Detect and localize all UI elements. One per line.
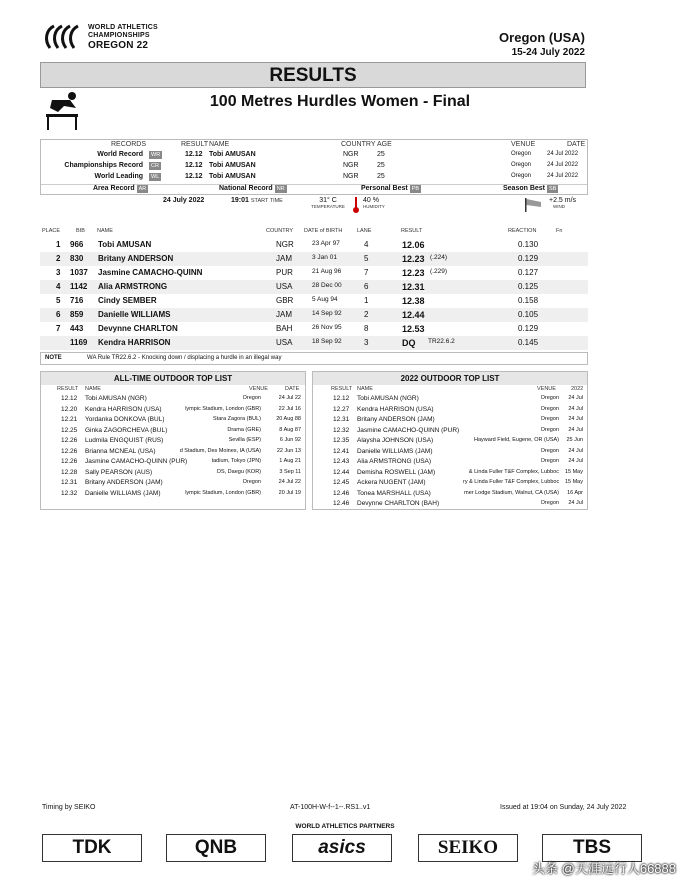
venue-dates: 15-24 July 2022 <box>511 47 585 58</box>
result-name: Cindy SEMBER <box>98 296 157 305</box>
record-label: World Record <box>97 151 143 158</box>
result-reaction: 0.105 <box>518 310 539 319</box>
toplist-name: Britany ANDERSON (JAM) <box>85 479 163 486</box>
toplist-row <box>41 416 305 425</box>
toplist-name: Sally PEARSON (AUS) <box>85 468 153 476</box>
result-name: Jasmine CAMACHO-QUINN <box>98 268 203 277</box>
toplist-date: 24 Jul <box>568 426 583 433</box>
toplist-row <box>41 437 305 446</box>
col-result: RESULT <box>401 228 423 234</box>
result-extra: (.224) <box>430 254 447 261</box>
wind: +2.5 m/s WIND <box>549 197 577 209</box>
toplist-venue: Oregon <box>540 447 559 454</box>
toplist-date: 15 May <box>564 479 583 485</box>
result-lane: 7 <box>364 268 369 277</box>
toplist-date: 1 Aug 21 <box>279 458 301 464</box>
result-row <box>40 336 588 350</box>
championship-logo <box>40 22 170 56</box>
toplist-name: Ludmila ENGQUIST (RUS) <box>85 437 164 444</box>
logo-line-2: CHAMPIONSHIPS <box>88 32 150 39</box>
toplist-name: Tobi AMUSAN (NGR) <box>85 395 147 402</box>
toplist-date: 20 Jul 19 <box>278 489 301 496</box>
note-text: WA Rule TR22.6.2 - Knocking down / displacing a hurdle in an illegal way <box>87 355 282 361</box>
record-country: NGR <box>343 151 359 158</box>
toplist-date: 24 Jul <box>568 458 583 464</box>
result-name: Devynne CHARLTON <box>98 324 178 333</box>
record-row <box>41 162 587 172</box>
toplist-date: 24 Jul <box>568 447 583 454</box>
result-place: 6 <box>56 310 61 319</box>
toplist-result: 12.46 <box>333 500 350 507</box>
toplist-result: 12.32 <box>333 426 350 434</box>
toplist-venue: Stara Zagora (BUL) <box>213 416 261 422</box>
toplist-row <box>41 469 305 478</box>
toplist-row <box>313 490 587 499</box>
toplist-venue: lympic Stadium, London (GBR) <box>185 405 261 412</box>
toplist-row <box>313 437 587 446</box>
toplist-venue: tadium, Tokyo (JPN) <box>211 458 261 464</box>
toplist-result: 12.26 <box>61 458 78 465</box>
result-mark: DQ <box>402 338 416 348</box>
record-result: 12.12 <box>185 173 203 180</box>
temperature: 31° C TEMPERATURE <box>311 197 345 209</box>
result-extra: TR22.6.2 <box>428 338 455 345</box>
race-date: 24 July 2022 <box>163 197 205 204</box>
thermometer-icon <box>352 196 360 219</box>
toplist-name: Jasmine CAMACHO-QUINN (PUR) <box>357 426 460 434</box>
issued-text: Issued at 19:04 on Sunday, 24 July 2022 <box>500 804 627 811</box>
record-name: Tobi AMUSAN <box>209 151 256 158</box>
toplist-venue: Oregon <box>540 500 559 506</box>
legend-season-best: Season Best SB <box>503 185 557 192</box>
wind-flag-icon <box>524 198 542 217</box>
record-age: 25 <box>377 151 385 158</box>
col-name: NAME <box>97 228 113 234</box>
result-bib: 1169 <box>70 338 88 347</box>
col-dob: DATE of BIRTH <box>304 228 343 234</box>
record-country: NGR <box>343 173 359 180</box>
toplist-venue: Oregon <box>540 395 559 401</box>
season-toplist: 2022 OUTDOOR TOP LIST RESULT NAME VENUE 2022 12.12 Tobi AMUSAN (NGR) Oregon 24 Jul 12.27 Kendra HARRISON (USA) Oregon 24 Jul 12.31 Britany ANDERSON (JAM) Oregon 24 Jul 12.32 Jasmine CAMACHO-QUINN (PUR) Oregon 24 Jul 12.35 Alaysha JOHNSON (USA) Hayward Field, Eugene, OR (USA) 25 Jun 12.41 Danielle WILLIAMS (JAM) Oregon 24 Jul 12.43 Alia ARMSTRONG (USA) Oregon 24 Jul 12.44 Demisha ROSWELL (JAM) & Linda Fuller T&F Complex, Lubboc 15 May 12.45 Ackera NUGENT (JAM) ry & Linda Fuller T&F Complex, Lubboc 15 May 12.46 Tonea MARSHALL (USA) mer Lodge Stadium, Walnut, CA (USA) 16 Apr 12.46 Devynne CHARLTON (BAH) Oregon 24 Jul <box>312 371 588 510</box>
toplist-row <box>313 500 587 509</box>
event-title: 100 Metres Hurdles Women - Final <box>209 93 471 110</box>
toplist-venue: mer Lodge Stadium, Walnut, CA (USA) <box>464 489 559 496</box>
result-dob: 18 Sep 92 <box>312 338 342 345</box>
sponsor-asics: asics <box>292 834 392 862</box>
result-reaction: 0.129 <box>518 324 539 333</box>
toplist-row <box>313 469 587 478</box>
toplist-name: Ackera NUGENT (JAM) <box>357 479 426 486</box>
toplist-result: 12.26 <box>61 447 78 455</box>
toplist-date: 3 Sep 11 <box>279 468 301 475</box>
toplist-row <box>41 395 305 404</box>
result-country: USA <box>276 282 293 291</box>
sponsor-seiko: SEIKO <box>418 834 518 862</box>
toplist-name: Kendra HARRISON (USA) <box>357 405 434 413</box>
toplist-row <box>313 416 587 425</box>
col-country: COUNTRY <box>266 228 294 234</box>
col-lane: LANE <box>357 228 372 234</box>
toplist-result: 12.27 <box>333 405 350 413</box>
result-country: JAM <box>276 310 292 319</box>
result-place: 5 <box>56 296 61 305</box>
humidity: 40 % HUMIDITY <box>363 197 385 209</box>
toplist-date: 24 Jul <box>568 405 583 412</box>
col-reaction: REACTION <box>508 228 537 234</box>
note-box <box>40 352 588 365</box>
col-bib: BIB <box>76 228 85 234</box>
result-bib: 716 <box>70 296 84 305</box>
record-age: 25 <box>377 162 385 169</box>
result-reaction: 0.125 <box>518 282 539 291</box>
result-lane: 8 <box>364 324 369 333</box>
record-row <box>41 151 587 161</box>
record-label: World Leading <box>94 173 143 180</box>
result-lane: 2 <box>364 310 369 319</box>
toplist-name: Jasmine CAMACHO-QUINN (PUR) <box>85 458 188 465</box>
toplist-date: 22 Jul 16 <box>278 405 301 412</box>
record-name: Tobi AMUSAN <box>209 162 256 169</box>
toplist-result: 12.12 <box>333 395 350 402</box>
toplist-result: 12.35 <box>333 437 350 444</box>
record-date: 24 Jul 2022 <box>547 173 579 179</box>
sponsor-tdk: TDK <box>42 834 142 862</box>
result-bib: 443 <box>70 324 84 333</box>
record-row <box>41 173 587 183</box>
result-place: 3 <box>56 268 61 277</box>
logo-swoosh-icon <box>40 22 86 52</box>
toplist-date: 24 Jul <box>568 395 583 401</box>
results-title: RESULTS <box>40 62 586 88</box>
toplist-result: 12.28 <box>61 468 78 476</box>
result-bib: 1142 <box>70 282 88 291</box>
result-mark: 12.23 <box>402 254 425 264</box>
toplist-name: Tonea MARSHALL (USA) <box>357 489 431 497</box>
result-lane: 4 <box>364 240 369 249</box>
result-dob: 23 Apr 97 <box>312 240 340 247</box>
toplist-result: 12.41 <box>333 447 350 455</box>
alltime-toplist: ALL-TIME OUTDOOR TOP LIST RESULT NAME VENUE DATE 12.12 Tobi AMUSAN (NGR) Oregon 24 Jul 22 12.20 Kendra HARRISON (USA) lympic Stadium, London (GBR) 22 Jul 16 12.21 Yordanka DONKOVA (BUL) Stara Zagora (BUL) 20 Aug 88 12.25 Ginka ZAGORCHEVA (BUL) Drama (GRE) 8 Aug 87 12.26 Ludmila ENGQUIST (RUS) Sevilla (ESP) 6 Jun 92 12.26 Brianna MCNEAL (USA) d Stadium, Des Moines, IA (USA) 22 Jun 13 12.26 Jasmine CAMACHO-QUINN (PUR) tadium, Tokyo (JPN) 1 Aug 21 12.28 Sally PEARSON (AUS) DS, Daegu (KOR) 3 Sep 11 12.31 Britany ANDERSON (JAM) Oregon 24 Jul 22 12.32 Danielle WILLIAMS (JAM) lympic Stadium, London (GBR) 20 Jul 19 <box>40 371 306 510</box>
result-row <box>40 322 588 336</box>
toplist-row <box>41 448 305 457</box>
result-row <box>40 308 588 322</box>
toplist-venue: Sevilla (ESP) <box>228 437 261 443</box>
toplist-row <box>41 490 305 499</box>
record-name: Tobi AMUSAN <box>209 173 256 180</box>
record-code-badge: CR <box>151 163 159 169</box>
toplist-date: 15 May <box>564 468 583 475</box>
result-country: JAM <box>276 254 292 263</box>
records-box <box>40 139 588 195</box>
result-place: 1 <box>56 240 61 249</box>
result-row <box>40 252 588 266</box>
result-reaction: 0.129 <box>518 254 539 263</box>
toplist-row <box>41 406 305 415</box>
toplist-venue: Oregon <box>540 405 559 412</box>
result-dob: 21 Aug 96 <box>312 268 342 275</box>
toplist-result: 12.12 <box>61 395 78 402</box>
result-name: Alia ARMSTRONG <box>98 282 168 291</box>
legend-personal-best: Personal Best PB <box>361 185 420 192</box>
toplist-venue: Oregon <box>540 426 559 433</box>
partners-label: WORLD ATHLETICS PARTNERS <box>295 823 395 830</box>
toplist-date: 25 Jun <box>566 437 583 443</box>
toplist-venue: Hayward Field, Eugene, OR (USA) <box>474 437 559 443</box>
col-place: PLACE <box>42 228 61 234</box>
record-date: 24 Jul 2022 <box>547 151 579 157</box>
record-date: 24 Jul 2022 <box>547 162 579 168</box>
toplist-name: Danielle WILLIAMS (JAM) <box>85 489 161 497</box>
toplist-venue: ry & Linda Fuller T&F Complex, Lubboc <box>463 479 559 485</box>
result-name: Tobi AMUSAN <box>98 240 152 249</box>
toplist-name: Danielle WILLIAMS (JAM) <box>357 447 433 455</box>
logo-line-3: OREGON 22 <box>88 40 149 51</box>
sponsor-qnb: QNB <box>166 834 266 862</box>
record-result: 12.12 <box>185 151 203 158</box>
result-mark: 12.53 <box>402 324 425 334</box>
toplist-result: 12.32 <box>61 489 78 497</box>
result-country: BAH <box>276 324 293 333</box>
record-age: 25 <box>377 173 385 180</box>
toplist-result: 12.20 <box>61 405 78 413</box>
result-mark: 12.23 <box>402 268 425 278</box>
toplist-result: 12.44 <box>333 468 350 476</box>
result-dob: 28 Dec 00 <box>312 282 342 289</box>
toplist-date: 22 Jun 13 <box>276 447 301 454</box>
toplist-date: 16 Apr <box>567 489 583 496</box>
result-reaction: 0.158 <box>518 296 539 305</box>
toplist-result: 12.43 <box>333 458 350 465</box>
toplist-venue: d Stadium, Des Moines, IA (USA) <box>179 447 261 454</box>
record-result: 12.12 <box>185 162 203 169</box>
result-lane: 5 <box>364 254 369 263</box>
record-country: NGR <box>343 162 359 169</box>
toplist-date: 8 Aug 87 <box>279 426 301 433</box>
toplist-name: Ginka ZAGORCHEVA (BUL) <box>85 426 168 434</box>
result-country: NGR <box>276 240 294 249</box>
toplist-row <box>41 458 305 467</box>
record-code-badge: WL <box>151 174 160 180</box>
toplist-date: 6 Jun 92 <box>279 437 301 443</box>
result-bib: 1037 <box>70 268 88 277</box>
result-country: PUR <box>276 268 293 277</box>
record-venue: Oregon <box>511 173 532 179</box>
result-name: Britany ANDERSON <box>98 254 174 263</box>
toplist-row <box>313 395 587 404</box>
toplist-name: Alaysha JOHNSON (USA) <box>357 437 434 444</box>
season-title: 2022 OUTDOOR TOP LIST <box>313 372 587 385</box>
toplist-row <box>313 479 587 488</box>
toplist-row <box>313 448 587 457</box>
result-mark: 12.06 <box>402 240 425 250</box>
toplist-row <box>41 479 305 488</box>
toplist-result: 12.45 <box>333 479 350 486</box>
toplist-name: Britany ANDERSON (JAM) <box>357 416 435 423</box>
toplist-row <box>313 406 587 415</box>
sponsor-tbs: TBS <box>542 834 642 862</box>
toplist-name: Devynne CHARLTON (BAH) <box>357 500 440 507</box>
document-code: AT-100H-W-f--1--.RS1..v1 <box>290 804 371 811</box>
result-reaction: 0.145 <box>518 338 539 347</box>
result-lane: 1 <box>364 296 369 305</box>
toplist-venue: Drama (GRE) <box>227 426 261 433</box>
toplist-venue: DS, Daegu (KOR) <box>216 468 261 475</box>
result-reaction: 0.127 <box>518 268 539 277</box>
toplist-result: 12.31 <box>333 416 350 423</box>
toplist-row <box>313 458 587 467</box>
result-lane: 6 <box>364 282 369 291</box>
record-label: Championships Record <box>64 162 143 169</box>
result-place: 7 <box>56 324 61 333</box>
toplist-venue: lympic Stadium, London (GBR) <box>185 489 261 496</box>
result-name: Kendra HARRISON <box>98 338 171 347</box>
toplist-date: 24 Jul 22 <box>278 395 301 401</box>
result-bib: 966 <box>70 240 84 249</box>
toplist-result: 12.46 <box>333 489 350 497</box>
result-country: GBR <box>276 296 294 305</box>
legend-area-record: Area Record AR <box>93 185 147 192</box>
toplist-name: Demisha ROSWELL (JAM) <box>357 468 436 476</box>
legend-national-record: National Record NR <box>219 185 285 192</box>
watermark: 头条 @天涯远行人66888 <box>532 861 676 876</box>
result-extra: (.229) <box>430 268 447 275</box>
toplist-name: Kendra HARRISON (USA) <box>85 405 162 413</box>
toplist-name: Brianna MCNEAL (USA) <box>85 447 156 455</box>
toplist-date: 20 Aug 88 <box>276 416 301 422</box>
result-mark: 12.38 <box>402 296 425 306</box>
result-country: USA <box>276 338 293 347</box>
result-reaction: 0.130 <box>518 240 539 249</box>
toplist-row <box>313 427 587 436</box>
records-header: RECORDS RESULT NAME COUNTRY AGE VENUE DATE <box>111 141 586 148</box>
result-place: 4 <box>56 282 61 291</box>
result-lane: 3 <box>364 338 369 347</box>
result-row <box>40 266 588 280</box>
result-dob: 5 Aug 94 <box>312 296 338 303</box>
record-venue: Oregon <box>511 162 532 168</box>
result-dob: 14 Sep 92 <box>312 310 342 317</box>
result-bib: 859 <box>70 310 84 319</box>
result-dob: 3 Jan 01 <box>312 254 337 261</box>
toplist-name: Alia ARMSTRONG (USA) <box>357 458 432 465</box>
col-fn: Fn <box>556 228 563 234</box>
record-code-badge: WR <box>151 152 161 158</box>
result-row <box>40 238 588 252</box>
toplist-date: 24 Jul <box>568 416 583 422</box>
venue-title: Oregon (USA) <box>499 30 585 45</box>
toplist-name: Yordanka DONKOVA (BUL) <box>85 416 165 423</box>
toplist-result: 12.21 <box>61 416 78 423</box>
result-mark: 12.31 <box>402 282 425 292</box>
toplist-name: Tobi AMUSAN (NGR) <box>357 395 419 402</box>
timing-text: Timing by SEIKO <box>42 804 96 811</box>
toplist-venue: Oregon <box>540 458 559 464</box>
toplist-result: 12.25 <box>61 426 78 434</box>
result-name: Danielle WILLIAMS <box>98 310 171 319</box>
records-legend <box>41 184 587 195</box>
logo-line-1: WORLD ATHLETICS <box>88 24 158 31</box>
toplist-venue: Oregon <box>242 395 261 401</box>
toplist-result: 12.26 <box>61 437 78 444</box>
result-place: 2 <box>56 254 61 263</box>
result-mark: 12.44 <box>402 310 425 320</box>
toplist-venue: Oregon <box>540 416 559 422</box>
toplist-venue: Oregon <box>242 479 261 485</box>
note-label: NOTE <box>45 355 62 361</box>
result-dob: 26 Nov 95 <box>312 324 342 331</box>
result-row <box>40 294 588 308</box>
toplist-date: 24 Jul <box>568 500 583 506</box>
result-bib: 830 <box>70 254 84 263</box>
start-time: 19:01 START TIME <box>231 197 283 204</box>
toplist-date: 24 Jul 22 <box>278 479 301 485</box>
result-row <box>40 280 588 294</box>
alltime-title: ALL-TIME OUTDOOR TOP LIST <box>41 372 305 385</box>
record-venue: Oregon <box>511 151 532 157</box>
toplist-row <box>41 427 305 436</box>
toplist-result: 12.31 <box>61 479 78 486</box>
toplist-venue: & Linda Fuller T&F Complex, Lubboc <box>468 468 559 475</box>
